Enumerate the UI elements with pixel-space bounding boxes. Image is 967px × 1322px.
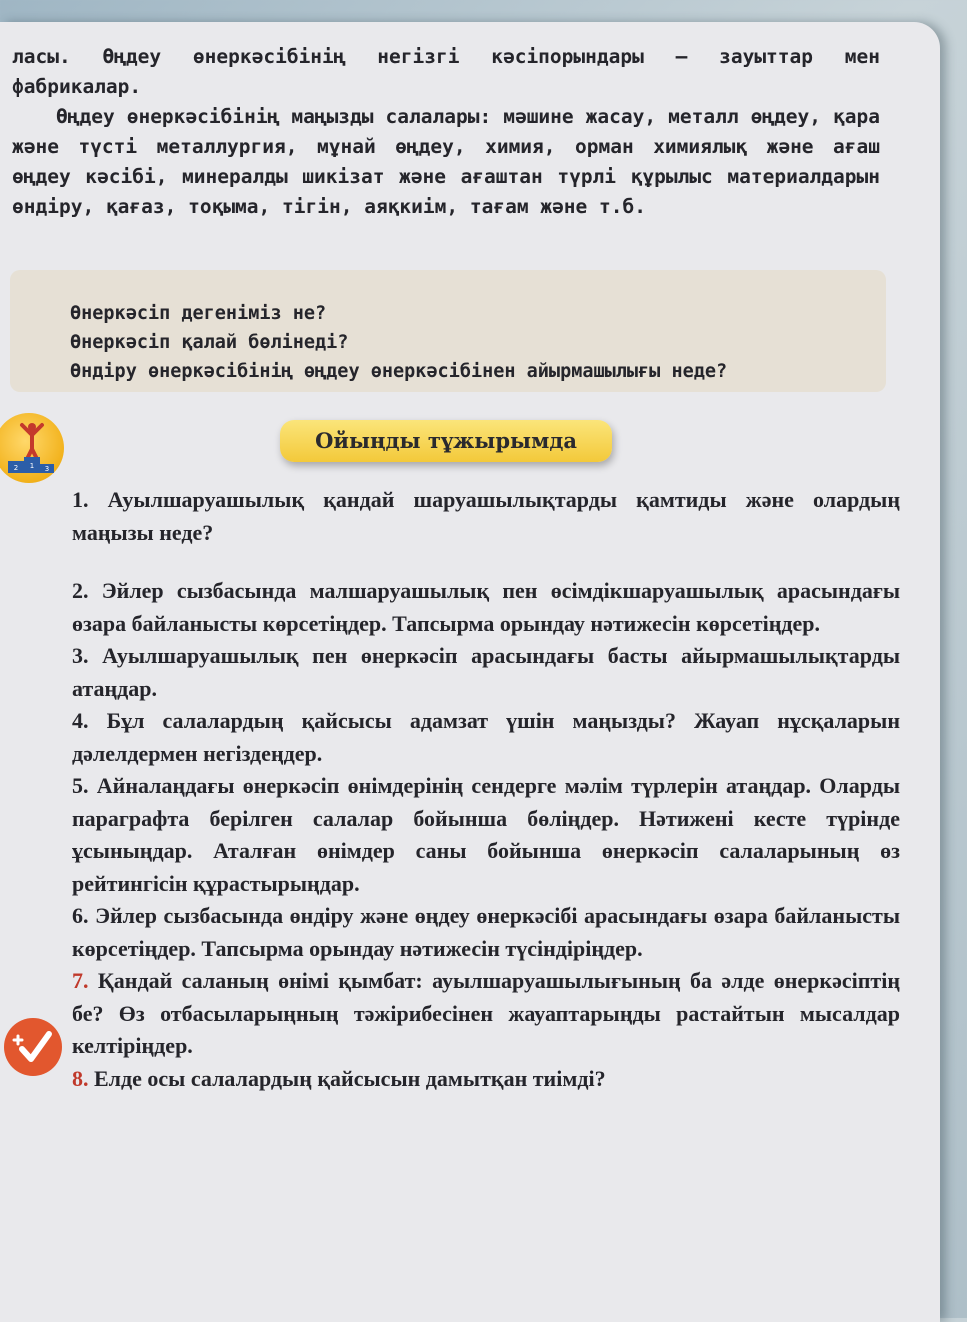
review-question: Өнеркәсіп қалай бөлінеді?: [70, 332, 349, 353]
task-text: Қандай саланың өнімі қымбат: ауылшаруашылығының ба әлде өнеркәсіптің бе? Өз отбасыларыңның тәжірибесінен жауаптарыңды растайтын мысалдар келтіріңдер.: [72, 968, 900, 1058]
task-item: [72, 484, 900, 549]
task-number: 5.: [72, 773, 89, 798]
task-text: Бұл салалардың қайсысы адамзат үшін маңызды? Жауап нұсқаларын дәлелдермен негіздеңдер.: [72, 708, 900, 766]
task-list: [72, 484, 900, 1095]
podium-icon: [0, 413, 64, 483]
task-text: Эйлер сызбасында өндіру және өңдеу өнеркәсібі арасындағы өзара байланысты көрсетіңдер. Тапсырма орындау нәтижесін түсіндіріңдер.: [72, 903, 900, 961]
podium-digit: 2: [13, 464, 19, 472]
intro-paragraph-1: ласы. Өңдеу өнеркәсібінің негізгі кәсіпорындары – зауыттар мен фабрикалар.: [12, 45, 880, 98]
review-questions-box: [10, 270, 886, 392]
task-text: Ауылшаруашылық қандай шаруашылықтарды қамтиды және олардың маңызы неде?: [72, 487, 901, 545]
podium-digit: 3: [44, 465, 50, 473]
task-text: Айналаңдағы өнеркәсіп өнімдерінің сендерге мәлім түрлерін атаңдар. Оларды параграфта берілген салалар бойынша бөліңдер. Нәтижені кесте түрінде ұсыныңдар. Аталған өнімдер саны бойынша өнеркәсіп салаларының өз рейтингісін құрастырыңдар.: [72, 773, 901, 896]
task-item: [72, 770, 900, 900]
task-text: Ауылшаруашылық пен өнеркәсіп арасындағы басты айырмашылықтарды атаңдар.: [72, 643, 900, 701]
task-item: [72, 1063, 900, 1096]
task-number: 7.: [72, 968, 89, 993]
section-title: Ойыңды тұжырымда: [280, 420, 612, 462]
intro-paragraph-2: Өңдеу өнеркәсібінің маңызды салалары: мәшине жасау, металл өңдеу, қара және түсті металлургия, мұнай өңдеу, химия, орман химиялық және ағаш өңдеу кәсібі, минералды шикізат және ағаштан түрлі құрылыс материалдарын өндіру, қағаз, тоқыма, тігін, аяқкиім, тағам және т.б.: [12, 105, 880, 218]
task-number: 1.: [72, 487, 89, 512]
task-text: Эйлер сызбасында малшаруашылық пен өсімдікшаруашылық арасындағы өзара байланысты көрсетіңдер. Тапсырма орындау нәтижесін көрсетіңдер.: [72, 578, 901, 636]
task-item: [72, 900, 900, 965]
task-number: 4.: [72, 708, 89, 733]
task-item: [72, 640, 900, 705]
review-question: Өндіру өнеркәсібінің өңдеу өнеркәсібінен айырмашылығы неде?: [70, 361, 728, 382]
task-number: 2.: [72, 578, 89, 603]
task-number: 3.: [72, 643, 89, 668]
task-item: [72, 575, 900, 640]
task-number: 6.: [72, 903, 89, 928]
podium-digit: 1: [29, 462, 35, 470]
task-number: 8.: [72, 1065, 89, 1091]
task-text: Елде осы салалардың қайсысын дамытқан тиімді?: [94, 1065, 606, 1091]
task-item: [72, 965, 900, 1063]
textbook-page: [0, 22, 940, 1322]
review-question: Өнеркәсіп дегеніміз не?: [70, 303, 327, 324]
task-item: [72, 705, 900, 770]
intro-text: [12, 42, 880, 222]
checkmark-icon: [4, 1018, 62, 1076]
